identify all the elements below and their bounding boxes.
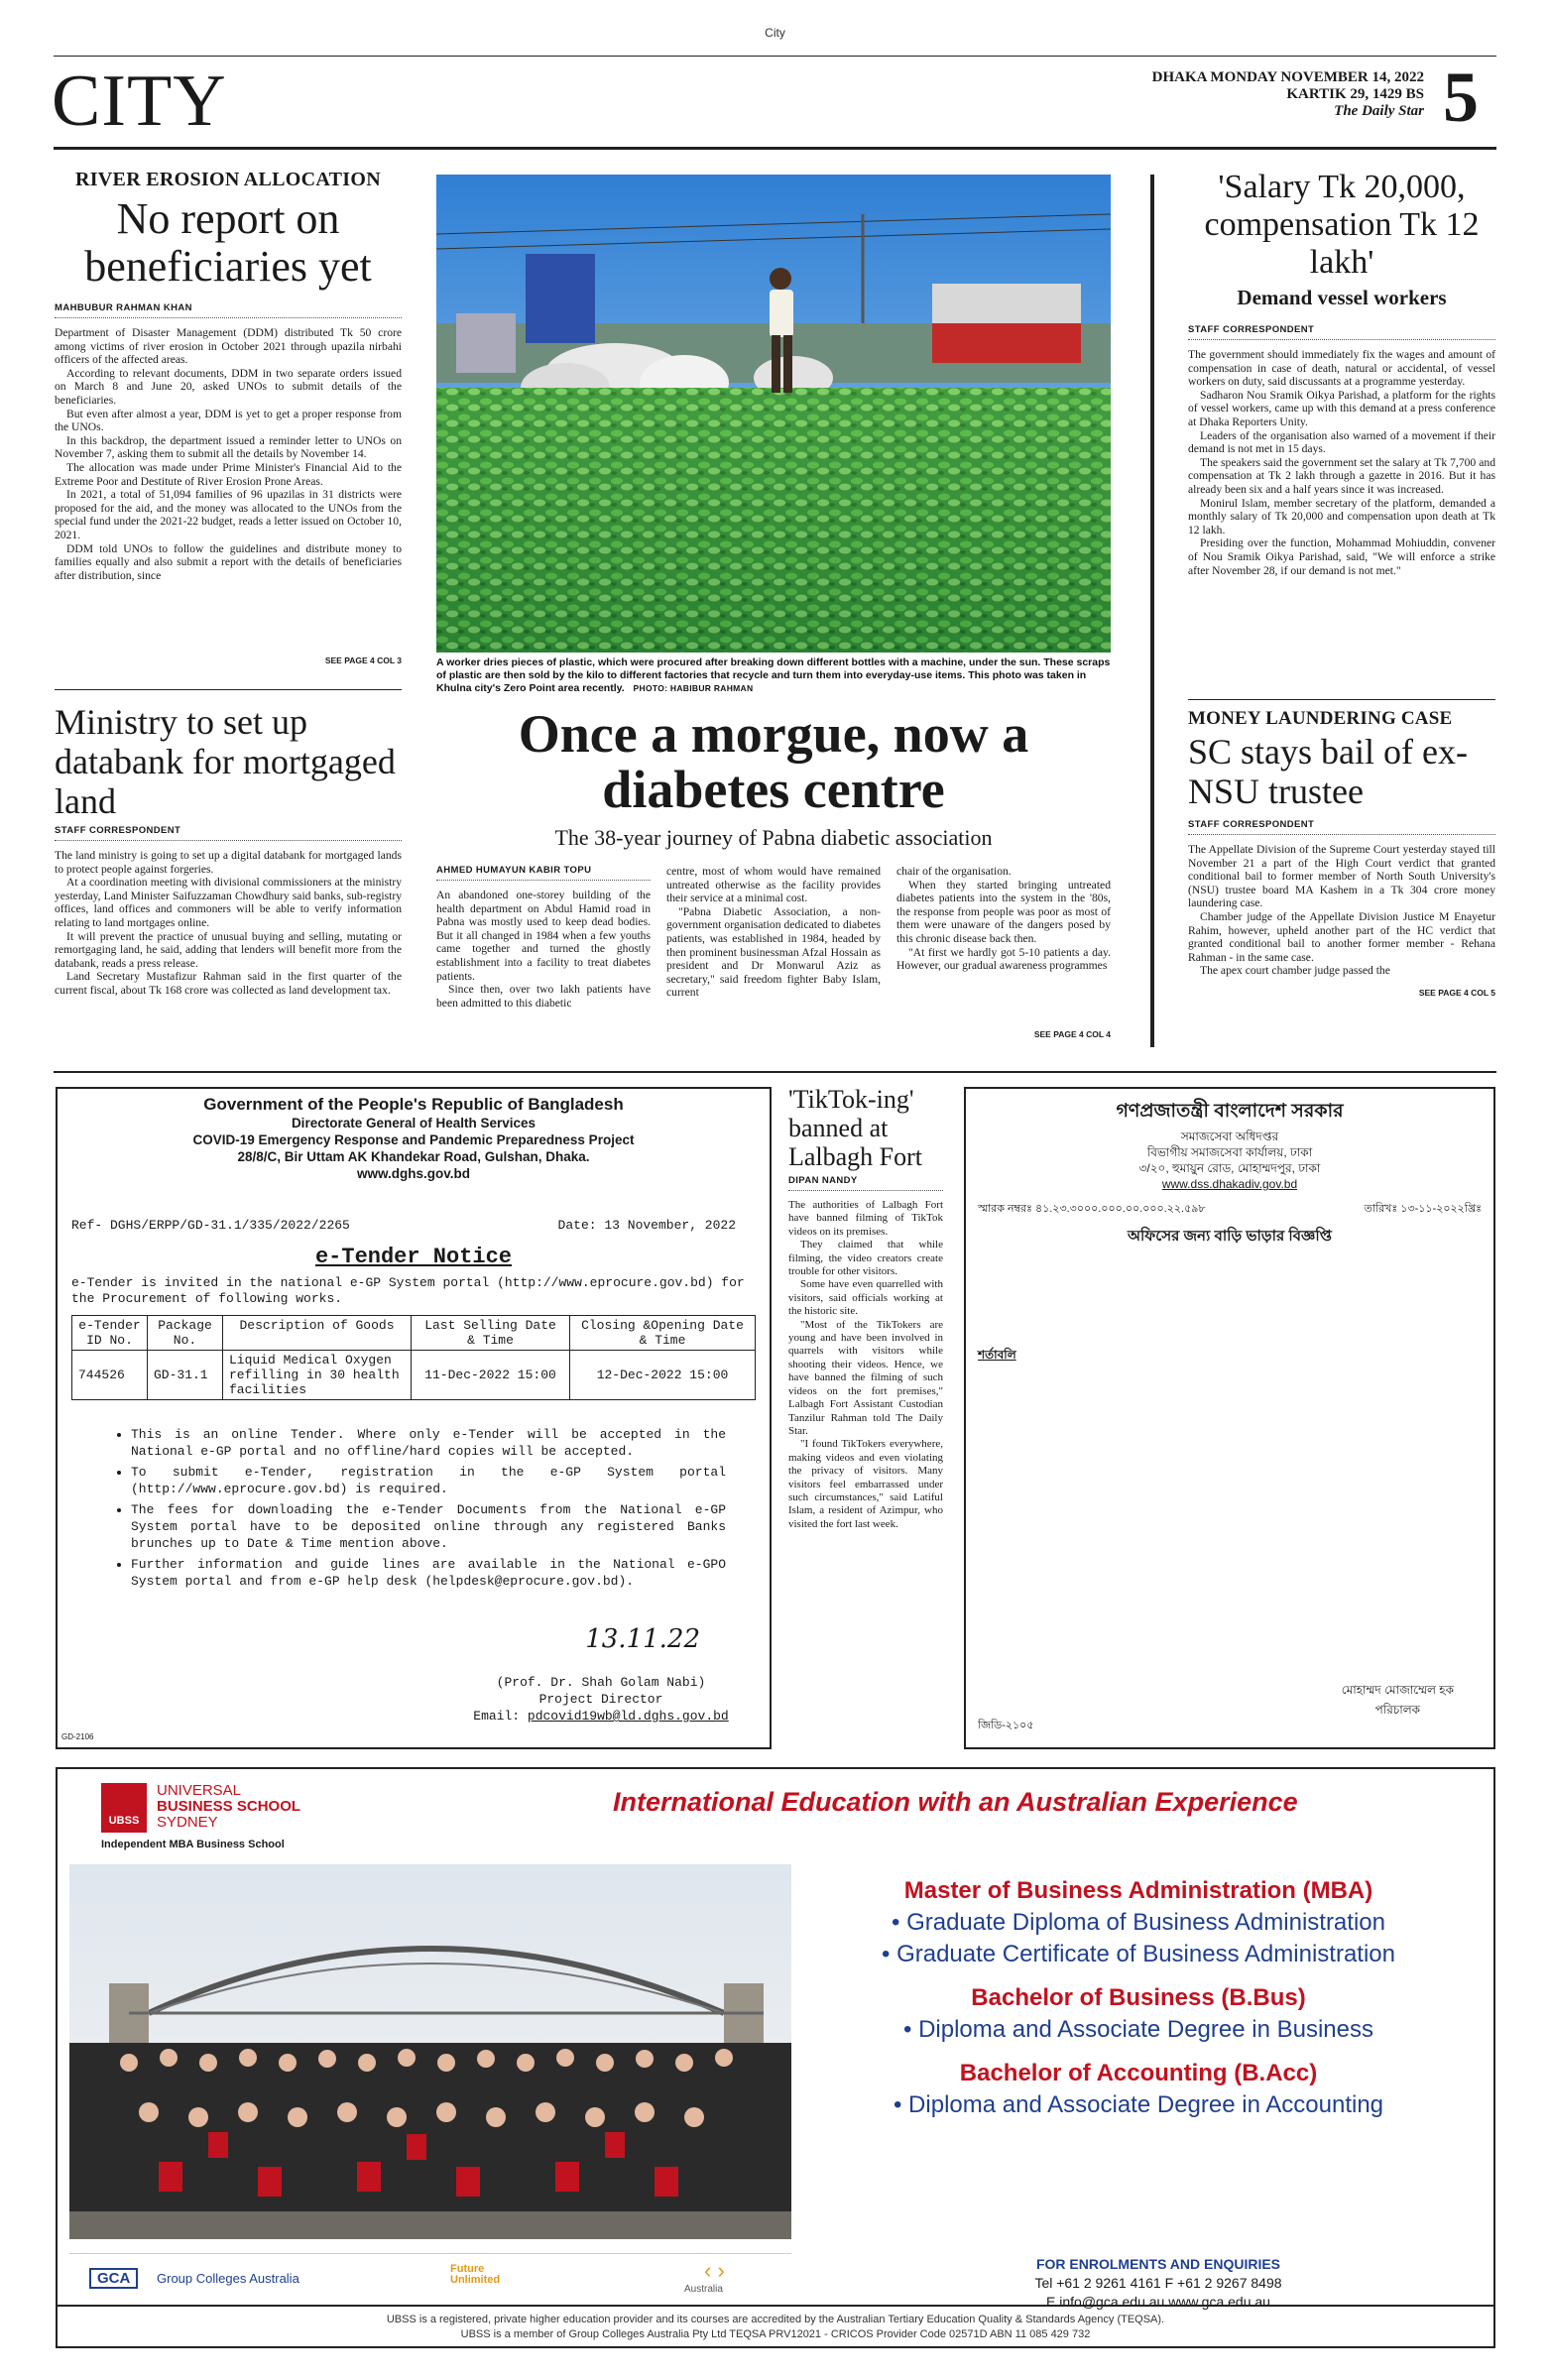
programme-heading: Bachelor of Accounting (B.Acc): [959, 2060, 1318, 2086]
paragraph: "Pabna Diabetic Association, a non-government organisation dedicated to diabetes patients, was established in 1984, headed by then prominent businessman Afzal Hossain as president and Dr Monwarul Aziz as secretary," said freedom fighter Baby Islam, current: [666, 904, 881, 1000]
tender-notice-ad: [56, 1087, 772, 1749]
section-title: CITY: [52, 60, 227, 142]
address: ৩/২০, হুমায়ুন রোড, মোহাম্মদপুর, ঢাকা: [1138, 1161, 1321, 1175]
article-columns: [436, 865, 1111, 1041]
body-line: [978, 1313, 1482, 1328]
date-label: Date:: [557, 1218, 597, 1233]
footer-line: UBSS is a registered, private higher education provider and its courses are accredited by the Australian Tertiary Education Quality & Standards Agency (TEQSA).: [386, 2314, 1165, 2325]
paragraph: The allocation was made under Prime Minister's Financial Aid to the Extreme Poor and Destitute of River Erosion Prone Areas.: [55, 460, 402, 488]
column-header: e-Tender ID No.: [72, 1316, 148, 1351]
paragraph: Some have even quarrelled with visitors, said officials working at the historic site.: [788, 1278, 943, 1318]
top-rule: [54, 56, 1496, 57]
column-header: Closing &Opening Date & Time: [570, 1316, 756, 1351]
column-header: Description of Goods: [223, 1316, 412, 1351]
phone-fax: Tel +61 2 9261 4161 F +61 2 9267 8498: [1034, 2275, 1282, 2291]
signatory: [452, 1674, 750, 1725]
dateline: [1071, 69, 1424, 120]
graduates-image: [69, 1864, 791, 2239]
column-3: [896, 865, 1111, 1041]
signatory: [1342, 1682, 1454, 1722]
gov-name: গণপ্রজাতন্ত্রী বাংলাদেশ সরকার: [1116, 1101, 1344, 1122]
paragraph: It will prevent the practice of unusual buying and selling, mutating or remortgaging land, he said, adding that lenders will benefit more from the databank, reads a press release.: [55, 929, 402, 970]
photo-image: [436, 175, 1111, 653]
website: www.dghs.gov.bd: [357, 1166, 470, 1181]
byline: DIPAN NANDY: [788, 1175, 858, 1186]
ref-number: Ref- DGHS/ERPP/GD-31.1/335/2022/2265: [71, 1218, 350, 1233]
ubss-advertisement: [56, 1767, 1495, 2348]
list-item: [978, 1453, 1482, 1470]
paragraph: In 2021, a total of 51,094 families of 96 upazilas in 31 districts were proposed for the aid, and the money was allocated to the UNOs from the special fund under the 2021-22 budget, reads a letter issued on October 10, 2021.: [55, 488, 402, 541]
partner-logos: [69, 2253, 791, 2303]
see-page-link[interactable]: SEE PAGE 4 COL 3: [324, 655, 402, 665]
tender-table: [71, 1315, 756, 1400]
list-item: [978, 1419, 1482, 1436]
future-unlimited-logo: [450, 2264, 500, 2286]
body-line: [978, 1268, 1482, 1283]
byline: STAFF CORRESPONDENT: [1188, 324, 1315, 335]
article-body: [788, 1199, 943, 1715]
notice-body: [978, 1253, 1482, 1343]
signer-name: মোহাম্মদ মোজাম্মেল হক: [1341, 1683, 1454, 1697]
footer-line: UBSS is a member of Group Colleges Australia Pty Ltd TEQSA PRV12021 - CRICOS Provider Code 02571D ABN 11 085 429 732: [460, 2328, 1091, 2340]
body-line: [978, 1283, 1482, 1298]
paragraph: Department of Disaster Management (DDM) distributed Tk 50 crore among victims of river erosion in October 2021 through upazila nirbahi officers of the affected areas.: [55, 326, 402, 367]
list-item: • Further information and guide lines are available in the National e-GPO System portal and from e-GP help desk (helpdesk@eprocure.gov.bd).: [131, 1556, 726, 1590]
article-tiktok: [788, 1085, 943, 1715]
paragraph: In this backdrop, the department issued a reminder letter to UNOs on November 7, asking them to submit all the details by November 14.: [55, 433, 402, 461]
tender-terms: [131, 1426, 726, 1590]
paragraph: Monirul Islam, member secretary of the platform, demanded a monthly salary of Tk 20,000 and compensation upon death at Tk 12 lakh.: [1188, 496, 1495, 536]
gca-logo: GCA: [89, 2268, 138, 2289]
subhead: Demand vessel workers: [1237, 286, 1447, 309]
email-label: Email:: [473, 1709, 521, 1724]
memo-line: [978, 1200, 1482, 1219]
enquiries-block: [940, 2255, 1376, 2312]
signer-title: পরিচালক: [1374, 1703, 1421, 1717]
paper-logo: The Daily Star: [1334, 103, 1424, 119]
headline: Ministry to set up databank for mortgaged land: [55, 702, 396, 821]
table-row: [72, 1351, 756, 1400]
date-value: 13 November, 2022: [604, 1218, 736, 1233]
paragraph: DDM told UNOs to follow the guidelines and distribute money to families equally and also submit a report with the details of beneficiaries after distribution, since: [55, 541, 402, 582]
article-body: [1188, 843, 1495, 988]
paragraph: Chamber judge of the Appellate Division Justice M Enayetur Rahim, however, upheld another part of the HC verdict that granted conditional bail to another former member - Rehana Rahman - in the same case.: [1188, 909, 1495, 964]
logo-line: BUSINESS SCHOOL: [157, 1798, 301, 1815]
article-databank: [55, 702, 402, 1037]
table-cell: 12-Dec-2022 15:00: [570, 1351, 756, 1400]
photo-caption: [436, 656, 1111, 695]
column-header: Last Selling Date & Time: [412, 1316, 570, 1351]
terms-list: [978, 1368, 1482, 1537]
bangla-rent-notice-ad: [964, 1087, 1495, 1749]
list-item: [978, 1368, 1482, 1385]
paragraph: The land ministry is going to set up a digital databank for mortgaged lands to protect people against forgeries.: [55, 849, 402, 876]
gca-name: Group Colleges Australia: [157, 2271, 299, 2286]
australia-chevron-icon: ‹ ›: [704, 2258, 725, 2283]
tender-title: e-Tender Notice: [314, 1245, 513, 1269]
headline: SC stays bail of ex-NSU trustee: [1188, 732, 1468, 811]
signer-title: Project Director: [538, 1692, 663, 1707]
paragraph: "I found TikTokers everywhere, making videos and even violating the privacy of visitors. Many visitors feel embarrassed under such circumstances," said Latiful Islam, a resident of Azimpur, who visited the fort last week.: [788, 1438, 943, 1530]
byline: MAHBUBUR RAHMAN KHAN: [55, 302, 192, 313]
see-page-link[interactable]: SEE PAGE 4 COL 5: [1418, 988, 1495, 998]
logo-line: Future: [450, 2263, 485, 2275]
kicker: MONEY LAUNDERING CASE: [1188, 708, 1453, 729]
programme-heading: Master of Business Administration (MBA): [903, 1877, 1373, 1904]
list-item: [978, 1402, 1482, 1419]
programme-item: • Diploma and Associate Degree in Accounting: [893, 2091, 1384, 2118]
ad-footer: [58, 2305, 1493, 2342]
table-cell: Liquid Medical Oxygen refilling in 30 health facilities: [223, 1351, 412, 1400]
headline: Once a morgue, now a diabetes centre: [518, 704, 1029, 819]
masthead-rule: [54, 147, 1496, 150]
table-cell: 744526: [72, 1351, 148, 1400]
article-body: [55, 326, 402, 655]
paragraph: The apex court chamber judge passed the: [1200, 964, 1390, 978]
australia-brand: Australia: [684, 2284, 723, 2295]
paragraph: When they started bringing untreated diabetes patients into the system in the '80s, the response from people was poor as most of them were unaware of the dangers posed by this chronic disease back then.: [896, 878, 1111, 945]
bangla-date-text: KARTIK 29, 1429 BS: [1286, 86, 1424, 102]
list-item: [978, 1436, 1482, 1453]
column-rule: [1150, 175, 1154, 1047]
page-number: 5: [1443, 58, 1479, 137]
paragraph: chair of the organisation.: [896, 865, 1012, 878]
list-item: [978, 1470, 1482, 1487]
signer-name: (Prof. Dr. Shah Golam Nabi): [496, 1675, 706, 1690]
dept-name: সমাজসেবা অধিদপ্তর: [1180, 1130, 1279, 1143]
list-item: • The fees for downloading the e-Tender Documents from the National e-GP System portal have to be deposited online through any registered Banks brunches up to Date & Time mention above.: [131, 1501, 726, 1552]
ad-headline: International Education with an Australian Experience: [613, 1787, 1298, 1817]
tender-intro: e-Tender is invited in the national e-GP System portal (http://www.eprocure.gov.bd) for the Procurement of following works.: [71, 1275, 745, 1306]
article-vessel-workers: [1188, 169, 1495, 673]
list-item: • To submit e-Tender, registration in the e-GP System portal (http://www.eprocure.gov.bd) is required.: [131, 1464, 726, 1497]
column-2: [666, 865, 881, 1041]
terms-title: শর্তাবলি: [978, 1348, 1016, 1362]
article-river-erosion: [55, 169, 402, 665]
article-nsu-trustee: [1188, 708, 1495, 998]
email-web[interactable]: E info@gca.edu.au www.gca.edu.au: [1046, 2294, 1270, 2310]
article-body: [1188, 348, 1495, 673]
memo-number: স্মারক নম্বরঃ ৪১.২৩.৩০০০.০০০.০০.০০০.২২.৫৯৮: [978, 1203, 1206, 1215]
logo-line: SYDNEY: [157, 1814, 218, 1831]
paragraph: The Appellate Division of the Supreme Court yesterday stayed till November 21 a part of the High Court verdict that granted conditional bail to former member of North South University's (NSU) trustee board MA Kashem in a Tk 304 crore money laundering case.: [1188, 843, 1495, 910]
column-header: Package No.: [148, 1316, 223, 1351]
office-name: বিভাগীয় সমাজসেবা কার্যালয়, ঢাকা: [1146, 1145, 1313, 1159]
programme-item: • Diploma and Associate Degree in Business: [903, 2016, 1373, 2043]
enquiries-title: FOR ENROLMENTS AND ENQUIRIES: [1035, 2256, 1281, 2272]
subhead: The 38-year journey of Pabna diabetic association: [554, 825, 993, 850]
list-item: [978, 1487, 1482, 1503]
section-rule: [1188, 699, 1495, 700]
body-line: [978, 1328, 1482, 1343]
notice-title: অফিসের জন্য বাড়ি ভাড়ার বিজ্ঞপ্তি: [1128, 1228, 1332, 1245]
project-name: COVID-19 Emergency Response and Pandemic Preparedness Project: [192, 1132, 635, 1147]
article-body: [55, 849, 402, 1037]
programme-list: [821, 1874, 1456, 2120]
paragraph: The government should immediately fix the wages and amount of compensation in case of death, natural or accidental, of vessel workers on duty, said discussants at a programme yesterday.: [1188, 348, 1495, 389]
logo-line: Unlimited: [450, 2274, 501, 2286]
article-diabetes-centre: [436, 706, 1111, 1041]
date-text: DHAKA MONDAY NOVEMBER 14, 2022: [1151, 69, 1424, 85]
see-page-link[interactable]: SEE PAGE 4 COL 4: [1033, 1029, 1111, 1039]
body-line: [978, 1298, 1482, 1313]
paragraph: Presiding over the function, Mohammad Mohiuddin, convener of Nou Sramik Oikya Parishad, said, "We will enforce a strike after November 28, if our demand is not met.": [1188, 536, 1495, 577]
paragraph: "Most of the TikTokers are young and have been involved in quarrels with visitors while shooting their videos. Hence, we have banned the filming of such videos on the fort premises," Lalbagh Fort Assistant Custodian Tanzilur Rahman told The Daily Star.: [788, 1318, 943, 1437]
list-item: [978, 1503, 1482, 1520]
headline: No report on beneficiaries yet: [84, 194, 372, 291]
ubss-tagline: Independent MBA Business School: [101, 1839, 285, 1850]
ubss-logo-mark: [101, 1783, 147, 1833]
paragraph: Sadharon Nou Sramik Oikya Parishad, a platform for the rights of vessel workers, came up with this demand at a press conference at Dhaka Reporters Unity.: [1188, 388, 1495, 428]
dept-name: Directorate General of Health Services: [291, 1116, 537, 1130]
list-item: • This is an online Tender. Where only e-Tender will be accepted in the National e-GP portal and no offline/hard copies will be accepted.: [131, 1426, 726, 1460]
byline: STAFF CORRESPONDENT: [55, 825, 181, 836]
ad-code: GD-2106: [61, 1732, 94, 1741]
website[interactable]: www.dss.dhakadiv.gov.bd: [1161, 1177, 1298, 1191]
paragraph: They claimed that while filming, the video creators create trouble for other visitors.: [788, 1239, 943, 1278]
paragraph: Land Secretary Mustafizur Rahman said in the first quarter of the current fiscal, about Tk 168 crore was collected as land development tax.: [55, 970, 402, 997]
caption-text: A worker dries pieces of plastic, which were procured after breaking down different bottles with a machine, under the sun. These scraps of plastic are then sold by the kilo to different factories that recycle and turn them into everyday-use items. This photo was taken in Khulna city's Zero Point area recently.: [436, 656, 1111, 694]
photo-credit: PHOTO: HABIBUR RAHMAN: [633, 683, 754, 693]
list-item: [978, 1385, 1482, 1402]
table-cell: 11-Dec-2022 15:00: [412, 1351, 570, 1400]
byline: AHMED HUMAYUN KABIR TOPU: [436, 865, 592, 876]
paragraph: According to relevant documents, DDM in two separate orders issued on March 8 and June 20, asked UNOs to submit details of the beneficiaries.: [55, 366, 402, 407]
section-rule: [54, 1071, 1496, 1073]
table-cell: GD-31.1: [148, 1351, 223, 1400]
list-item: [978, 1520, 1482, 1537]
paragraph: An abandoned one-storey building of the health department on Abdul Hamid road in Pabna was mostly used to keep dead bodies. But it all changed in 1984 when a few youths came together and turned the ghostly establishment into a facility to treat diabetes patients.: [436, 889, 651, 983]
byline: STAFF CORRESPONDENT: [1188, 819, 1315, 830]
paragraph: But even after almost a year, DDM is yet to get a proper response from the UNOs.: [55, 407, 402, 434]
gov-name: Government of the People's Republic of Bangladesh: [203, 1095, 624, 1114]
paragraph: The authorities of Lalbagh Fort have banned filming of TikTok videos on its premises.: [788, 1199, 943, 1238]
logo-line: UNIVERSAL: [157, 1782, 242, 1799]
paragraph: centre, most of whom would have remained untreated otherwise as the facility provides their service at a minimal cost.: [666, 865, 881, 905]
news-photo: [436, 175, 1111, 653]
paragraph: The speakers said the government set the salary at Tk 7,700 and compensation at Tk 2 lakh through a gazette in 2016. But it has already been six and a half years since it was increased.: [1188, 455, 1495, 496]
paragraph: Since then, over two lakh patients have been admitted to this diabetic: [436, 983, 651, 1010]
ad-code: জিডি-২১০৫: [978, 1720, 1034, 1731]
paragraph: "At first we hardly got 5-10 patients a day. However, our gradual awareness programmes: [896, 945, 1111, 973]
signature: 13.11.22: [585, 1624, 700, 1654]
headline: 'Salary Tk 20,000, compensation Tk 12 lakh': [1204, 169, 1480, 281]
kicker: RIVER EROSION ALLOCATION: [74, 169, 381, 190]
address: 28/8/C, Bir Uttam AK Khandekar Road, Gulshan, Dhaka.: [237, 1149, 590, 1164]
body-line: [978, 1253, 1482, 1268]
programme-item: • Graduate Diploma of Business Administration: [892, 1909, 1385, 1936]
table-header-row: [72, 1316, 756, 1351]
ubss-logo-text: UBSS: [108, 1815, 140, 1827]
running-head: City: [765, 26, 785, 40]
section-rule: [55, 689, 402, 690]
paragraph: At a coordination meeting with divisional commissioners at the ministry yesterday, Land Minister Saifuzzaman Chowdhury said banks, sub-registry offices, land offices and commoners will be able to verify information relating to land mortgages online.: [55, 876, 402, 929]
headline: 'TikTok-ing' banned at Lalbagh Fort: [788, 1085, 923, 1171]
memo-date: তারিখঃ ১৩-১১-২০২২খ্রিঃ: [1364, 1203, 1482, 1215]
graduates-photo: [69, 1864, 791, 2239]
email-link[interactable]: pdcovid19wb@ld.dghs.gov.bd: [527, 1709, 729, 1724]
paragraph: Leaders of the organisation also warned of a movement if their demand is not met in 15 days.: [1188, 428, 1495, 456]
ref-line: [71, 1218, 756, 1233]
programme-item: • Graduate Certificate of Business Administration: [882, 1941, 1395, 1967]
column-1: [436, 865, 651, 1041]
programme-heading: Bachelor of Business (B.Bus): [971, 1984, 1306, 2011]
ubss-logo-name: [157, 1783, 300, 1831]
